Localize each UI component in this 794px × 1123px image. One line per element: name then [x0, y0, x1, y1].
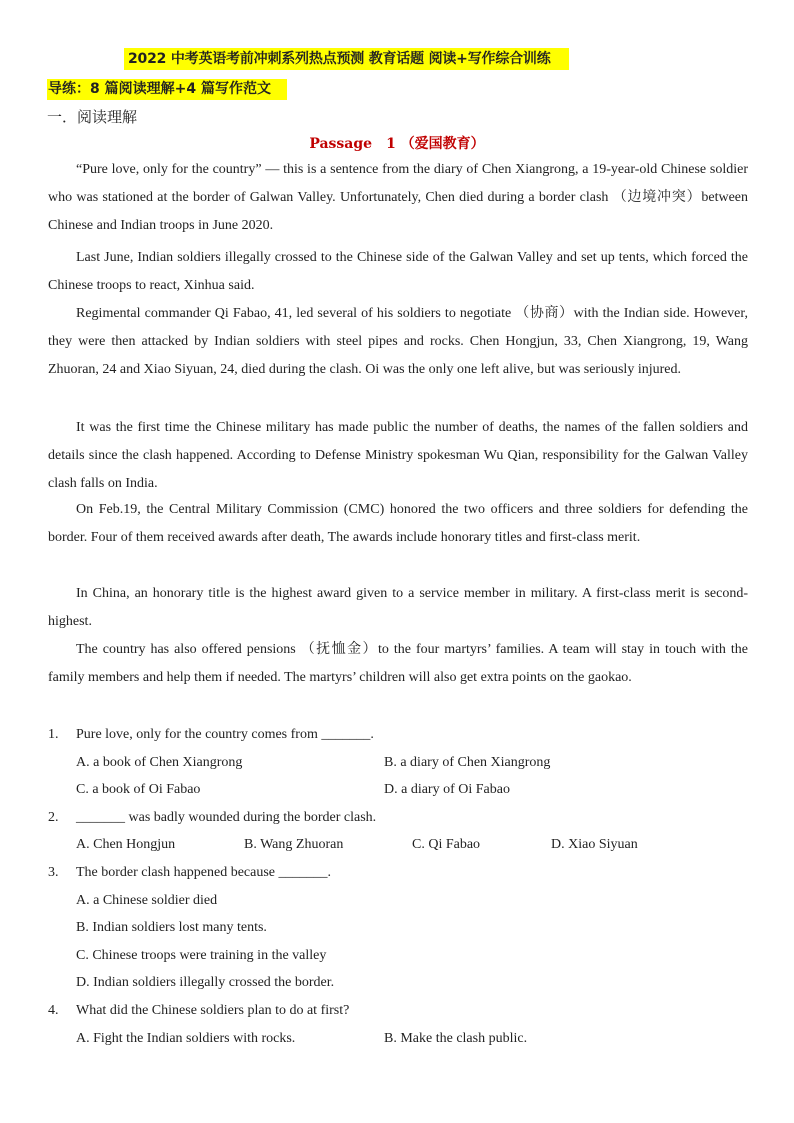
passage-paragraph-2: Last June, Indian soldiers illegally crossed to the Chinese side of the Galwan Valley and set up tents, which forced the Chinese troops to react, Xinhua said. [48, 250, 748, 293]
question-2 [48, 804, 748, 832]
question-4-option-b: B. Make the clash public. [384, 1031, 528, 1046]
section-heading: 一．阅读理解 [47, 108, 138, 126]
question-number: 1. [48, 727, 59, 742]
passage-paragraph-5: On Feb.19, the Central Military Commission (CMC) honored the two officers and three soldiers for defending the border. Four of them received awards after death, The awards include honorary titles and first-class merit. [48, 502, 748, 545]
question-number: 4. [48, 1003, 59, 1018]
question-3-option-a: A. a Chinese soldier died [76, 893, 218, 908]
question-number: 2. [48, 810, 59, 825]
question-4-option-a: A. Fight the Indian soldiers with rocks. [76, 1031, 296, 1046]
question-stem: What did the Chinese soldiers plan to do at first? [76, 1003, 350, 1018]
passage-paragraph-4: It was the first time the Chinese military has made public the number of deaths, the names of the fallen soldiers and details since the clash happened. According to Defense Ministry spokesman Wu Qian, responsibility for the Galwan Valley clash falls on India. [48, 420, 748, 491]
passage-paragraph-3: Regimental commander Qi Fabao, 41, led several of his soldiers to negotiate （协商）with the Indian side. However, they were then attacked by Indian soldiers with steel pipes and rocks. Chen Hongjun, 33, Chen Xiangrong, 19, Wang Zhuoran, 24 and Xiao Siyuan, 24, died during the clash. Oi was the only one left alive, but was seriously injured. [48, 306, 748, 377]
question-2-option-b: B. Wang Zhuoran [244, 837, 344, 852]
question-3-option-b: B. Indian soldiers lost many tents. [76, 920, 267, 935]
question-1-option-b: B. a diary of Chen Xiangrong [384, 755, 551, 770]
question-3-option-c: C. Chinese troops were training in the valley [76, 948, 327, 963]
passage-paragraph-1: “Pure love, only for the country” — this is a sentence from the diary of Chen Xiangrong, a 19-year-old Chinese soldier who was stationed at the border of Galwan Valley. Unfortunately, Chen died during a border clash （边境冲突）between Chinese and Indian troops in June 2020. [48, 162, 748, 233]
question-3-option-d: D. Indian soldiers illegally crossed the border. [76, 975, 335, 990]
passage-paragraph-6: In China, an honorary title is the highest award given to a service member in military. A first-class merit is second-highest. [48, 586, 748, 629]
question-stem: _______ was badly wounded during the border clash. [76, 810, 377, 825]
passage-title: Passage 1 （爱国教育） [309, 136, 485, 152]
document-title: 2022 中考英语考前冲刺系列热点预测 教育话题 阅读+写作综合训练 [124, 48, 569, 70]
question-4 [48, 997, 748, 1025]
question-1 [48, 721, 748, 749]
question-stem: The border clash happened because _______. [76, 865, 332, 880]
guide-line: 导练：8 篇阅读理解+4 篇写作范文 [47, 79, 287, 100]
question-2-option-a: A. Chen Hongjun [76, 837, 176, 852]
question-stem: Pure love, only for the country comes from _______. [76, 727, 374, 742]
question-2-option-d: D. Xiao Siyuan [551, 837, 638, 852]
question-1-option-c: C. a book of Oi Fabao [76, 782, 201, 797]
question-2-option-c: C. Qi Fabao [412, 837, 481, 852]
passage-paragraph-7: The country has also offered pensions （抚恤金）to the four martyrs’ families. A team will stay in touch with the family members and help them if needed. The martyrs’ children will also get extra points on the gaokao. [48, 642, 748, 685]
question-3 [48, 859, 748, 887]
question-1-option-a: A. a book of Chen Xiangrong [76, 755, 243, 770]
question-number: 3. [48, 865, 59, 880]
question-1-option-d: D. a diary of Oi Fabao [384, 782, 510, 797]
